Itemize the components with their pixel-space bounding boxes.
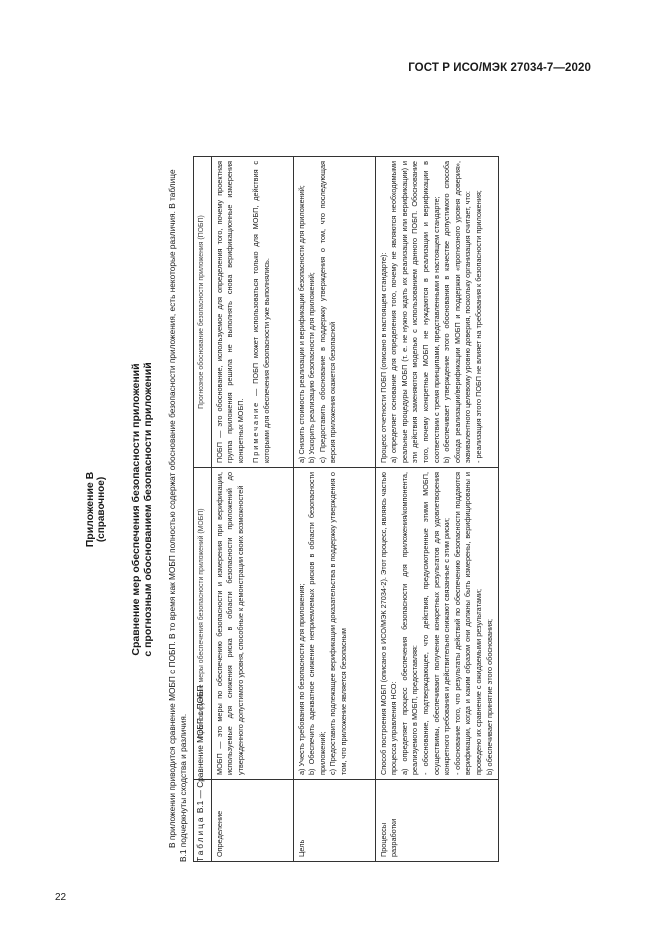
processes-pobp-item: - реализация этого ПОБП не влияет на требования к безопасности приложения; bbox=[473, 190, 483, 463]
definition-mobp bbox=[211, 468, 293, 780]
goal-mobp-item: а) Учесть требования по безопасности для приложения; bbox=[296, 583, 306, 775]
definition-mobp-text: МОБП — это меры по обеспечению безопасности и измерения при верификации, используемые для снижения риска в области безопасности приложений до утвержденного допустимого уровня, способные к демонстрации своих возможностей bbox=[214, 472, 245, 775]
goal-pobp-item: а) Снизить стоимость реализации и верификации безопасности для приложений; bbox=[296, 185, 306, 463]
note-label: Примечание bbox=[251, 400, 261, 463]
goal-mobp-item: c) Предоставить подлежащее верификации доказательства в поддержку утверждения о том, что приложение является безопасным bbox=[328, 472, 348, 775]
processes-pobp-item: а) определяет основание для определения того, почему не являются необходимыми реальные процедуры МОБП (т. е. не нужно ждать их реализации или верификации) и эти действия заменяются моделью с использованием данного ПОБП. Обоснование того, почему конкретные МОБП не нуждаются в реализации и верификации в соответствии с тремя принципами, представленными в настоящем стандарте; bbox=[389, 161, 441, 463]
processes-mobp-item: b) обеспечивает принятие этого обоснования; bbox=[484, 618, 494, 775]
table-caption-text: В.1 — Сравнение МОБП с ПОБП bbox=[195, 685, 205, 814]
definition-pobp-note bbox=[251, 161, 272, 463]
goal-mobp bbox=[293, 468, 375, 780]
processes-mobp-item: - обоснование, подтверждающее, что действия, предусмотренные этими МОБП, осуществимы, обеспечивают получение конкретных результатов для удовлетворения конкретного требования и действительно снижают связанные с этим риски; bbox=[420, 472, 452, 775]
row-label-processes: Процессы разработки bbox=[375, 780, 499, 862]
goal-pobp-item: c) Предоставить обоснование в поддержку утверждения о том, что последующая версия приложения окажется безопасной bbox=[317, 161, 338, 463]
processes-mobp-item: Способ построения МОБП (описано в ИСО/МЭК 27034-2). Этот процесс, являясь частью процесса управления НСО: bbox=[378, 472, 399, 775]
goal-pobp-item: b) Ускорить реализацию безопасности для приложений; bbox=[307, 272, 317, 463]
definition-pobp bbox=[211, 157, 293, 468]
goal-mobp-item: b) Обеспечить адекватное снижение неприемлемых рисков в области безопасности приложений; bbox=[307, 472, 327, 775]
page-number: 22 bbox=[55, 892, 67, 903]
comparison-table bbox=[193, 156, 499, 862]
header-mobp: Прогнозируемые меры обеспечения безопасности приложений (МОБП) bbox=[194, 468, 212, 780]
appendix-title: Приложение В bbox=[84, 471, 96, 548]
row-label-goal: Цель bbox=[293, 780, 375, 862]
processes-mobp-item: а) определяет процесс обеспечения безопасности для приложения/компонента, реализуемого в МОБП, предоставляя: bbox=[399, 472, 420, 775]
intro-paragraph: В приложении приводится сравнение МОБП с ПОБП. В то время как МОБП полностью содержат обоснование безопасности приложения, есть некоторые различия. В таблице В.1 подчеркнуты сходства и различия. bbox=[167, 169, 188, 862]
section-title-line2: с прогнозным обоснованием безопасности приложений bbox=[142, 362, 154, 657]
header-pobp: Прогнозное обоснование безопасности приложения (ПОБП) bbox=[194, 157, 212, 468]
table-header-row bbox=[194, 157, 212, 862]
processes-pobp-item: Процесс отчетности ПОБП (описано в настоящем стандарте): bbox=[378, 252, 388, 463]
definition-pobp-text: ПОБП — это обоснование, используемое для определения того, почему проектная группа приложения решила не выполнять снова верификационные измерения конкретных МОБП. bbox=[214, 161, 245, 463]
processes-mobp-item: - обоснование того, что результаты действий по обеспечению безопасности поддаются верификации, когда и каким образом они должны быть измерены, верифицированы и проведено их сравнение с ожидаемыми результатами; bbox=[452, 472, 483, 775]
row-label-definition: Определение bbox=[211, 780, 293, 862]
processes-mobp bbox=[375, 468, 499, 780]
table-row bbox=[293, 157, 375, 862]
appendix-subtitle: (справочное) bbox=[96, 476, 107, 543]
rotated-page-content bbox=[84, 157, 552, 862]
header-empty bbox=[194, 780, 212, 862]
section-title-line1: Сравнение мер обеспечения безопасности приложений bbox=[130, 363, 142, 656]
table-row bbox=[375, 157, 499, 862]
note-text: — ПОБП может использоваться только для МОБП, действия с которыми для обеспечения безопасности уже выполнялись. bbox=[251, 161, 271, 463]
goal-pobp bbox=[293, 157, 375, 468]
document-header: ГОСТ Р ИСО/МЭК 27034-7—2020 bbox=[408, 62, 591, 74]
table-row bbox=[211, 157, 293, 862]
processes-pobp-item: b) обеспечивает утверждение этого обоснования в качестве допустимого способа обхода реализации/верификации МОБП и поддержки «прогнозного уровня доверия», эквивалентного целевому уровню доверия, поскольку организация считает, что: bbox=[442, 161, 473, 463]
processes-pobp bbox=[375, 157, 499, 468]
table-caption-label: Таблица bbox=[195, 815, 205, 862]
